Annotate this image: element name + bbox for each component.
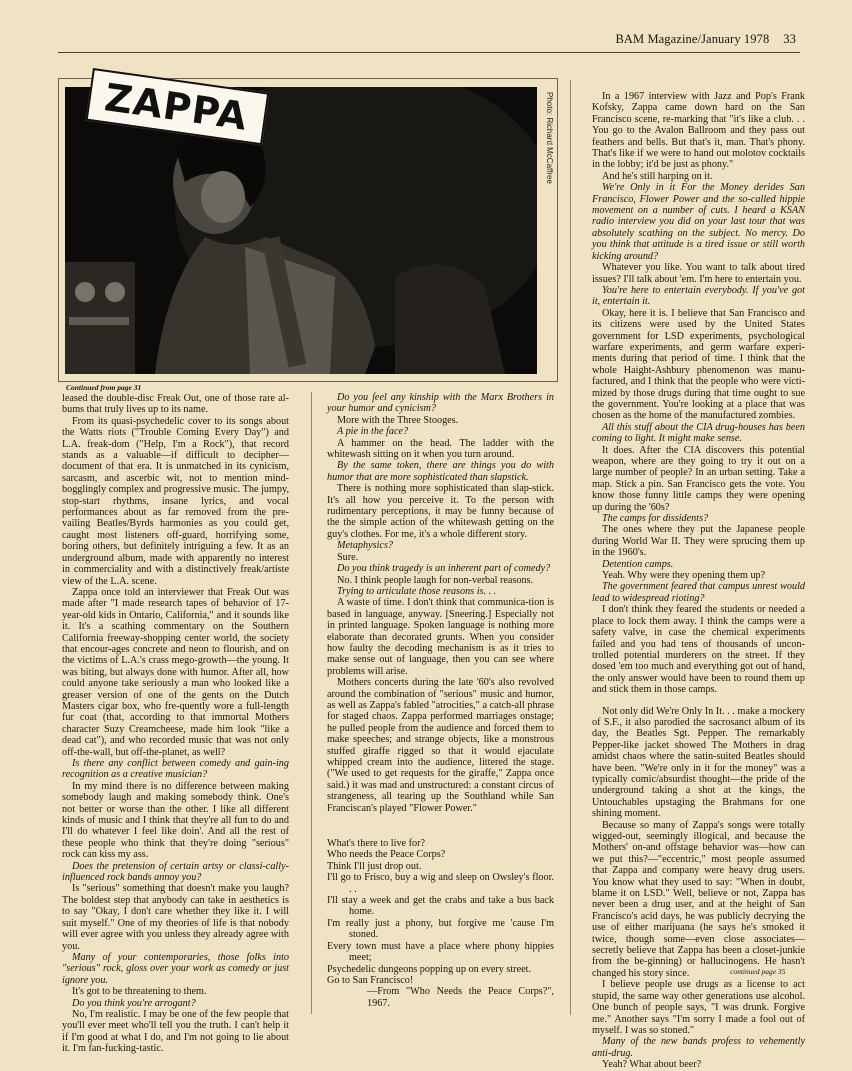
interview-question: Do you think tragedy is an inherent part of comedy? — [337, 563, 551, 575]
page-number: 33 — [783, 32, 796, 46]
body-paragraph: In a 1967 interview with Jazz and Pop's Frank Kofsky, Zappa came down hard on the San Francisco scene, re-marking that "it's like a club. . . You go to the Avalon Ballroom and they pass out feathers and bells. But that's it, man. That's phony. That's like if we were to hand out molotov cocktails in the lobby; it'd be just as phony." — [592, 91, 805, 171]
body-paragraph: No. I think people laugh for non-verbal reasons. — [337, 574, 534, 586]
body-paragraph: And he's still harping on it. — [602, 170, 713, 182]
article-column-3 — [592, 91, 805, 1071]
column-divider — [570, 80, 571, 1015]
zappa-logo: ZAPPA — [86, 68, 269, 145]
body-paragraph: The ones where they put the Japanese people during World War II. They were sprucing them up in the 1960's. — [592, 524, 805, 559]
body-paragraph: There is nothing more sophisticated than slap-stick. It's all how you perceive it. To the person with rudimentary perceptions, it may be funny because of the the simple action of the whitewash getting on the guy's clothes. For me, it's a whole different story. — [327, 483, 554, 540]
page-header — [615, 32, 796, 47]
body-paragraph: I don't think they feared the students or needed a place to lock them away. I think the camps were a safety valve, in case the chemical experiments failed and you had tens of thousands of uncon-trolled potential murderers on the street. If they dosed 'em too much and everything got out of hand, the only answer would have been to round them up and stick them in those camps. — [592, 604, 805, 696]
interview-question: Is there any conflict between comedy and gain-ing recognition as a creative musician? — [62, 758, 289, 781]
body-paragraph: leased the double-disc Freak Out, one of those rare al-bums that truly lives up to its name. — [62, 393, 289, 416]
body-paragraph: I believe people use drugs as a license to act stupid, the same way other generations use alcohol. One bunch of people says, "I was drunk. Forgive me." Another says "I'm sorry I made a fool out of myself. I was so stoned." — [592, 979, 805, 1036]
lyric-line: Who needs the Peace Corps? — [327, 849, 446, 861]
lyric-line: I'll stay a week and get the crabs and take a bus back home. — [327, 895, 554, 918]
body-paragraph: From its quasi-psychedelic cover to its songs about the Watts riots ("Trouble Coming Every Day") and L.A. freak-dom ("Help, I'm a Rock"), that record stands as a valuable—if difficult to decipher—document of that era. It is unmatched in its cynicism, sarcasm, and ascerbic wit, not to mention mind-bogglingly complex and progressive music. The jumpy, stop-start rhythms, insane lyrics, and vocal performances about as far removed from the pre-vailing Beatles/Byrds harmonies as you could get, caught most listeners off-guard, horrifying some, boring others, but definitely intriguing a few. It as an underground album, made with apparently no interest in commerciality and with a distinctively freak/artiste view of the L.A. scene. — [62, 415, 289, 587]
lyric-line: Think I'll just drop out. — [327, 860, 422, 872]
magazine-issue: BAM Magazine/January 1978 — [615, 32, 770, 46]
interview-question: We're Only in it For the Money derides San Francisco, Flower Power and the so-called hippie movement on a number of cuts. I heard a KSAN radio interview you did on your last tour that was absolutely scathing on the subject. No mercy. Do you think that attitude is a tired issue or still worth kicking around? — [592, 182, 805, 262]
body-paragraph: It does. After the CIA discovers this potential weapon, where are they going to try it out on a large number of people? In an urban setting. Take a map. Stick a pin. San Francisco gets the vote. You know those funny little camps they were opening up during the '60s? — [592, 444, 805, 513]
article-column-1 — [62, 393, 289, 1055]
interview-question: Do you think you're arrogant? — [72, 997, 196, 1009]
photo-illustration — [65, 87, 537, 374]
continued-from: Continued from page 31 — [66, 383, 142, 392]
body-paragraph: Mothers concerts during the late '60's also revolved around the combination of "serious" music and humor, as well as Zappa's fabled "atrocities," a catch-all phrase for staged chaos. Zappa performed marriages onstage; he pulled people from the audience and forced them to make speeches; and strange objects, like a monstrous stuffed giraffe rigged so that it would ejaculate whipped cream into the audience, littered the stage. ("We used to get requests for the giraffe," Zappa once said.) it was mad and unstructured: a constant circus of strangeness, all tearing up the Southland while San Franciscan's played "Flower Power." — [327, 677, 554, 814]
lyric-line: I'll go to Frisco, buy a wig and sleep on Owsley's floor. . . — [327, 872, 554, 895]
lyric-line: Go to San Francisco! — [327, 974, 414, 986]
body-paragraph: It's got to be threatening to them. — [72, 986, 207, 998]
header-rule — [58, 52, 800, 53]
interview-question: Many of the new bands profess to vehemently anti-drug. — [592, 1036, 805, 1059]
lyric-line: What's there to live for? — [327, 838, 426, 850]
lyric-line: Psychedelic dungeons popping up on every street. — [327, 963, 531, 975]
body-paragraph: More with the Three Stooges. — [337, 414, 459, 426]
continued-to: continued page 35 — [730, 967, 786, 976]
lyric-line: Every town must have a place where phony hippies meet; — [327, 940, 554, 964]
body-paragraph: Because so many of Zappa's songs were totally wigged-out, seemingly illogical, and because the Mothers' on-and offstage behavior was—how can we put this?—"eccentric," most people assumed that Zappa and company were heavy drug users. You know what they used to say: "When in doubt, blame it on LSD." Well, believe or not, Zappa has never been a drug user, and at the height of San Francisco's acid days, he was publicly decrying the use of either marijuana (he says he's smoked it twice, though some—even close associates—secretly believe that Zappa has been a closet-junkie from the be-ginning) or hallucinogens. He hasn't changed his story since. — [592, 819, 805, 979]
interview-question: By the same token, there are things you do with humor that are more sophisticated than slapstick. — [327, 460, 554, 483]
body-paragraph: A waste of time. I don't think that communica-tion is based in language, anyway. [Sneering.] Especially not in printed language. Spoken language is nothing more elaborate than decorated grunts. When you consider how faulty the decoding mechanism is as it tries to make sense out of language, then you can see where problems will arise. — [327, 597, 554, 677]
column-divider — [311, 392, 312, 1014]
body-paragraph: Yeah? What about beer? — [602, 1059, 702, 1071]
interview-question: The camps for dissidents? — [602, 513, 709, 525]
interview-question: All this stuff about the CIA drug-houses has been coming to light. It might make sense. — [592, 421, 805, 445]
body-paragraph: Whatever you like. You want to talk about tired issues? I'll talk about 'em. I'm here to entertain you. — [592, 262, 805, 285]
body-paragraph: Zappa once told an interviewer that Freak Out was made after "I made research tapes of behavior of 17-year-old kids in Ontario, California," and it sounds like it. It's a scathing commentary on the Southern California freeway-shopping center world, the society that encour-ages concrete and neon to flourish, and on the victims of L.A.'s crass mego-growth—the young. It was biting, but always done with humor. After all, how could anyone take seriously a man who looked like a greaser version of one of the gents on the Dutch Masters cigar box, who fre-quently wore a full-length fur coat (that, according to that immortal Mothers character Suzy Creamcheese, made him look "like a dead cat"), and who recorded music that was not only off-the-wall, but off-the-planet, as well? — [62, 586, 289, 758]
body-paragraph: Yeah. Why were they opening them up? — [602, 570, 766, 582]
body-paragraph: Sure. — [337, 551, 359, 563]
body-paragraph: Is "serious" something that doesn't make you laugh? The boldest step that anybody can take in aesthetics is to say "Okay, I don't care whether they like it. I will suit myself." One of my theories of life is that nobody will ever agree with you unless they already agree with you. — [62, 883, 289, 952]
zappa-photo — [65, 87, 537, 374]
interview-question: A pie in the face? — [337, 426, 409, 438]
lyric-line: I'm really just a phony, but forgive me 'cause I'm stoned. — [327, 917, 554, 941]
photo-credit: Photo: Richard McCaffree — [545, 92, 554, 184]
body-paragraph: Not only did We're Only In It. . . make a mockery of S.F., it also parodied the sacrosanct album of its day, the Beatles Sgt. Pepper. The remarkably Pepper-like jacket showed The Mothers in drag amidst chaos where the satin-suited Beatles should have been. "We're only in it for the money" was a typically comic/absurdist thought—the pride of the underground taking a shot at the kings, the Untouchables upstaging the Brahmans for one shining moment. — [592, 705, 805, 820]
lyric-credit: —From "Who Needs the Peace Corps?", 1967. — [367, 986, 554, 1009]
song-lyrics — [327, 838, 554, 1009]
interview-question: Do you feel any kinship with the Marx Brothers in your humor and cynicism? — [327, 392, 554, 415]
article-column-2 — [327, 392, 554, 1009]
interview-question: Trying to articulate those reasons is. . . — [337, 585, 497, 597]
body-paragraph: A hammer on the head. The ladder with the whitewash sitting on it when you turn around. — [327, 437, 554, 461]
body-paragraph: Okay, here it is. I believe that San Francisco and its citizens were used by the United States government for LSD experiments, psychological warfare experiments, and germ warfare experi-ments during that period of time. I think that the whole Haight-Ashbury phenomenon was manu-factured, and I think that the people who were victi-mized by those drugs during that time ought to sue the government. You're looking at a place that was chosen as the home of the manufactured zombies. — [592, 307, 805, 422]
interview-question: Metaphysics? — [337, 540, 394, 552]
body-paragraph: No, I'm realistic. I may be one of the few people that you'll ever meet who'll tell you the truth. I can't help it if I'm good at what I do, and I'm not going to lie about it. I'm fan-fucking-tastic. — [62, 1008, 289, 1055]
interview-question: You're here to entertain everybody. If you've got it, entertain it. — [592, 284, 805, 308]
interview-question: Does the pretension of certain artsy or classi-cally-influenced rock bands annoy you? — [62, 860, 289, 884]
interview-question: Many of your contemporaries, those folks into "serious" rock, gloss over your work as comedy or just ignore you. — [62, 951, 289, 986]
interview-question: The government feared that campus unrest would lead to widespread rioting? — [592, 581, 805, 604]
body-paragraph: In my mind there is no difference between making somebody laugh and making somebody think. One's not better or worse than the other. I like all different kinds of music and I think that they're all fun to do and I'll do whatever I feel like doin'. And all the rest of these people who think that they're doing "serious" rock can kiss my ass. — [62, 780, 289, 861]
interview-question: Detention camps. — [602, 558, 674, 570]
